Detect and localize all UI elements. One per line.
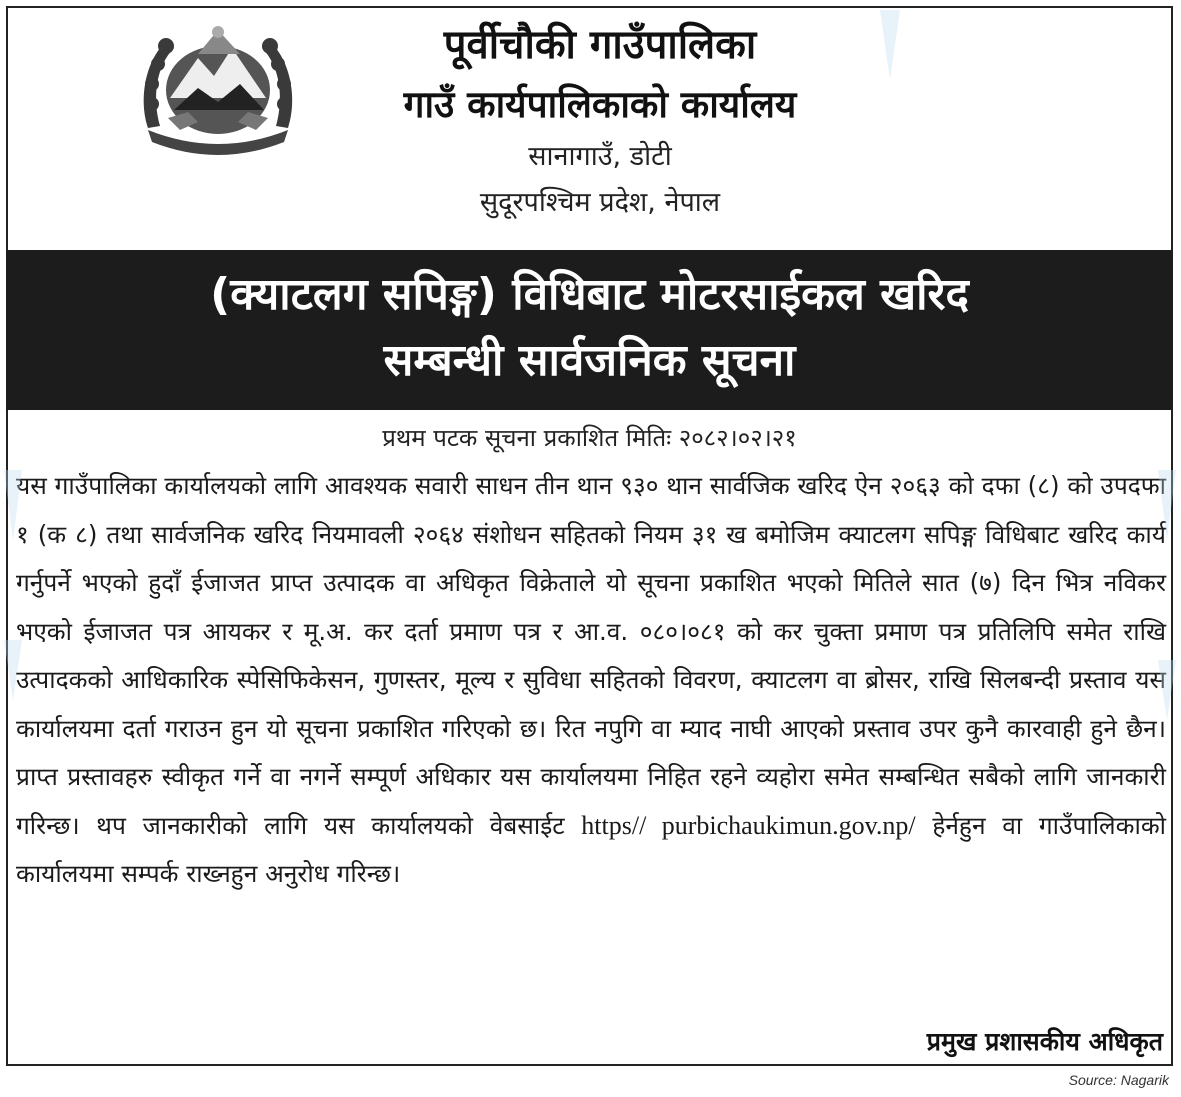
website-link[interactable]: https// purbichaukimun.gov.np/ bbox=[581, 810, 916, 840]
office-header bbox=[300, 14, 900, 226]
notice-title-banner bbox=[6, 250, 1173, 410]
office-name: गाउँ कार्यपालिकाको कार्यालय bbox=[403, 83, 797, 126]
signatory-title: प्रमुख प्रशासकीय अधिकृत bbox=[926, 1027, 1163, 1056]
office-location: सानागाउँ, डोटी bbox=[528, 141, 672, 172]
notice-body bbox=[16, 462, 1166, 899]
notice-title-line2: सम्बन्धी सार्वजनिक सूचना bbox=[383, 335, 796, 386]
municipality-name: पूर्वीचौकी गाउँपालिका bbox=[443, 22, 757, 68]
nepal-government-emblem-icon bbox=[128, 18, 308, 158]
notice-body-text-2: हेर्नहुन वा गाउँपालिकाको कार्यालयमा सम्पर्क राख्नहुन अनुरोध गरिन्छ। bbox=[16, 810, 1166, 888]
publish-date: प्रथम पटक सूचना प्रकाशित मितिः २०८२।०२।२१ bbox=[382, 424, 797, 452]
province-country: सुदूरपश्चिम प्रदेश, नेपाल bbox=[479, 187, 721, 218]
notice-body-text-1: यस गाउँपालिका कार्यालयको लागि आवश्यक सवारी साधन तीन थान ९३० थान सार्वजिक खरिद ऐन २०६३ को दफा (८) को उपदफा १ (क ८) तथा सार्वजनिक खरिद नियमावली २०६४ संशोधन सहितको नियम ३१ ख बमोजिम क्याटलग सपिङ्ग विधिबाट खरिद कार्य गर्नुपर्ने भएको हुदाँ ईजाजत प्राप्त उत्पादक वा अधिकृत विक्रेताले यो सूचना प्रकाशित भएको मितिले सात (७) दिन भित्र नविकर भएको ईजाजत पत्र आयकर र मू.अ. कर दर्ता प्रमाण पत्र र आ.व. ०८०।०८१ को कर चुक्ता प्रमाण पत्र प्रतिलिपि समेत राखि उत्पादकको आधिकारिक स्पेसिफिकेसन, गुणस्तर, मूल्य र सुविधा सहितको विवरण, क्याटलग वा ब्रोसर, राखि सिलबन्दी प्रस्ताव यस कार्यालयमा दर्ता गराउन हुन यो सूचना प्रकाशित गरिएको छ। रित नपुगि वा म्याद नाघी आएको प्रस्ताव उपर कुनै कारवाही हुने छैन। प्राप्त प्रस्तावहरु स्वीकृत गर्ने वा नगर्ने सम्पूर्ण अधिकार यस कार्यालयमा निहित रहने व्यहोरा समेत सम्बन्धित सबैको लागि जानकारी गरिन्छ। थप जानकारीको लागि यस कार्यालयको वेबसाईट bbox=[16, 471, 1166, 840]
source-credit: Source: Nagarik bbox=[1068, 1072, 1169, 1088]
notice-title-line1: (क्याटलग सपिङ्ग) विधिबाट मोटरसाईकल खरिद bbox=[210, 269, 969, 320]
